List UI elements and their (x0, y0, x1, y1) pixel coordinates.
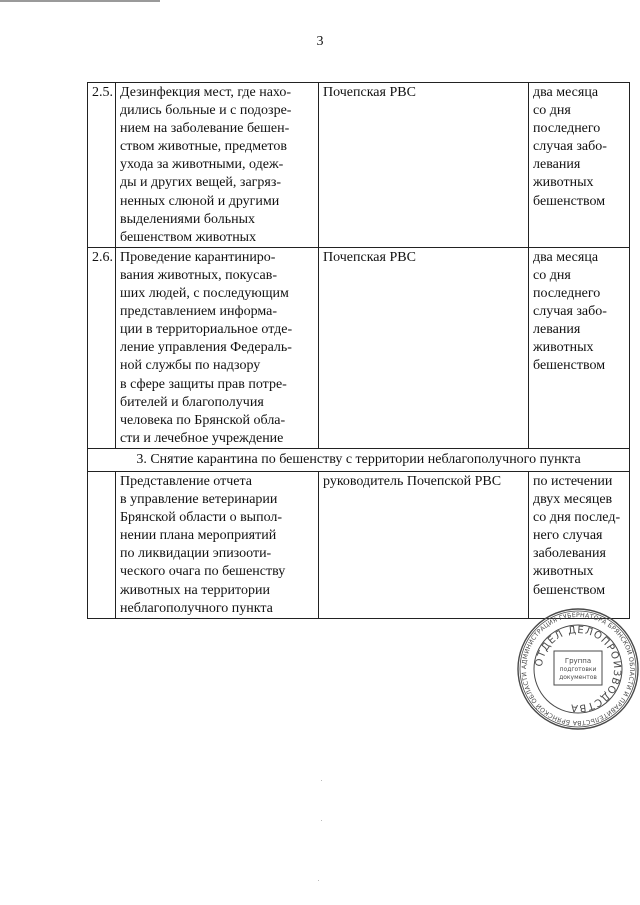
table-row (88, 247, 630, 448)
scan-speck (321, 780, 322, 781)
stamp-line-1: Группа (564, 657, 592, 665)
table-row (88, 83, 630, 248)
table-row (88, 471, 630, 618)
measures-table (87, 82, 630, 619)
section-header-row (88, 448, 630, 471)
action-cell: Дезинфекция мест, где нахо- дились больные и с подозре- нием на заболевание бешен- ством животные, предметов ухода за животными, одеж- ды и других вещей, загряз- ненных слюной и другими выделениями больных бешенством животных (116, 83, 319, 248)
page-number: 3 (316, 34, 324, 49)
row-number: 2.5. (88, 83, 116, 248)
scan-speck (321, 820, 322, 821)
responsible-cell: руководитель Почепской РВС (319, 471, 529, 618)
action-cell: Проведение карантиниро- вания животных, покусав- ших людей, с последующим представлением информа- ции в территориальное отде- ление управления Федераль- ной службы по надзору в сфере защиты прав потре- бителей и благополучия человека по Брянской обла- сти и лечебное учреждение (116, 247, 319, 448)
term-cell: по истечении двух месяцев со дня послед- него случая заболевания животных бешенством (529, 471, 630, 618)
stamp-seal-icon (516, 607, 640, 731)
row-number (88, 471, 116, 618)
stamp-line-3: документов (559, 674, 597, 681)
stamp-middle-text: ОТДЕЛ ДЕЛОПРОИЗВОДСТВА (533, 624, 623, 714)
term-cell: два месяца со дня последнего случая забо- левания животных бешенством (529, 247, 630, 448)
official-stamp (516, 607, 640, 731)
responsible-cell: Почепская РВС (319, 247, 529, 448)
row-number: 2.6. (88, 247, 116, 448)
action-cell: Представление отчета в управление ветеринарии Брянской области о выпол- нении плана мероприятий по ликвидации эпизооти- ческого очага по бешенству животных на территории неблагополучного пункта (116, 471, 319, 618)
responsible-cell: Почепская РВС (319, 83, 529, 248)
scan-speck (318, 880, 319, 881)
term-cell: два месяца со дня последнего случая забо- левания животных бешенством (529, 83, 630, 248)
stamp-outer-text: АДМИНИСТРАЦИЯ ГУБЕРНАТОРА БРЯНСКОЙ ОБЛАСТИ И ПРАВИТЕЛЬСТВА БРЯНСКОЙ ОБЛАСТИ (520, 611, 636, 727)
section-title: 3. Снятие карантина по бешенству с территории неблагополучного пункта (88, 448, 630, 471)
scan-edge-line (0, 0, 160, 2)
stamp-line-2: подготовки (559, 666, 597, 673)
